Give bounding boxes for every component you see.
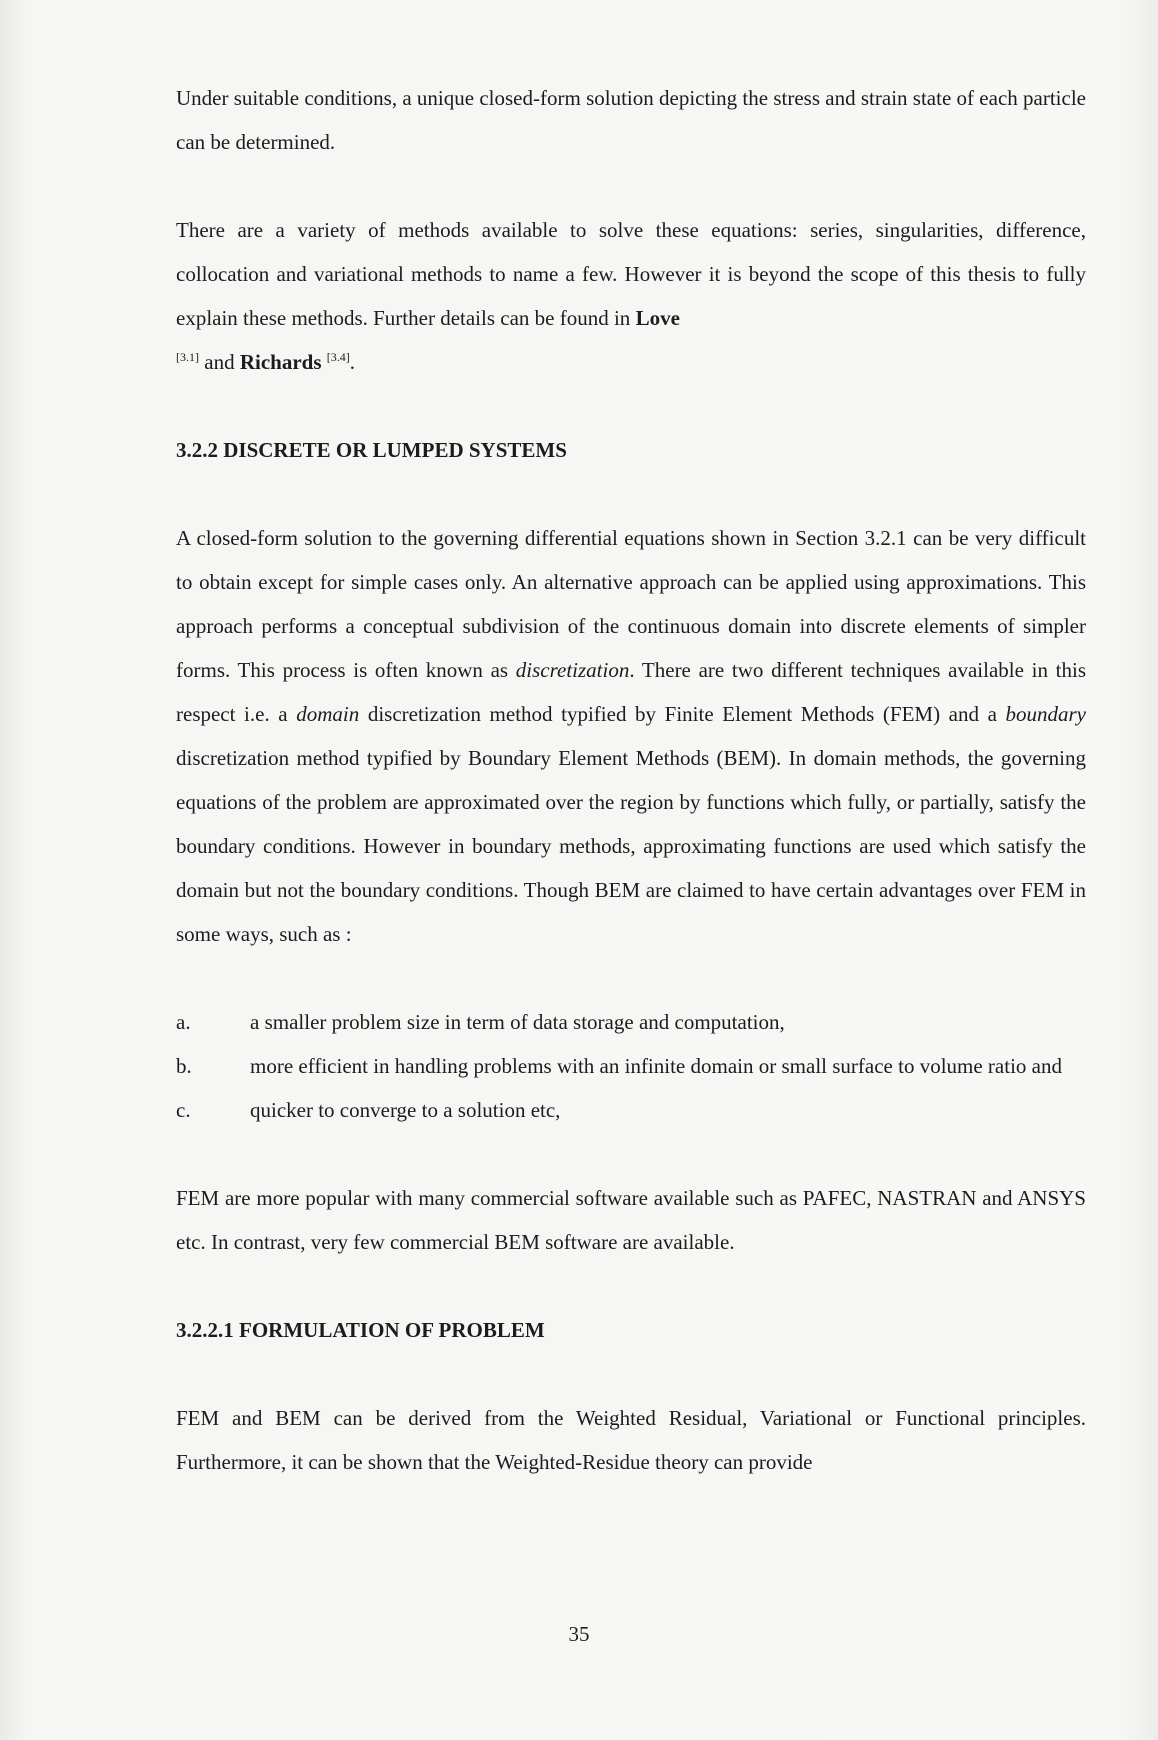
methods-end: . [349, 350, 356, 374]
section-heading-discrete: 3.2.2 DISCRETE OR LUMPED SYSTEMS [176, 438, 567, 462]
term-discretization: discretization [515, 658, 630, 682]
reference-richards: Richards [239, 350, 322, 374]
paragraph-fem-popularity: FEM are more popular with many commercial software available such as PAFEC, NASTRAN and ANSYS etc. In contrast, very few commercial BEM software are available. [176, 1186, 1086, 1254]
and-text: and [199, 350, 240, 374]
list-item [176, 1000, 1086, 1044]
reference-richards-citation: [3.4] [326, 350, 350, 364]
term-domain: domain [296, 702, 360, 726]
reference-love-citation: [3.1] [176, 350, 199, 364]
discretization-text-4: discretization method typified by Boundary Element Methods (BEM). In domain methods, the governing equations of the problem are approximated over the region by functions which fully, or partially, satisfy the boundary conditions. However in boundary methods, approximating functions are used which satisfy the domain but not the boundary conditions. Though BEM are claimed to have certain advantages over FEM in some ways, such as : [176, 746, 1086, 946]
advantages-list [176, 1000, 1086, 1132]
term-boundary: boundary [1005, 702, 1086, 726]
list-item [176, 1044, 1086, 1088]
methods-text: There are a variety of methods available to solve these equations: series, singularities, difference, collocation and variational methods to name a few. However it is beyond the scope of this thesis to fully explain these methods. Further details can be found in [176, 218, 1086, 330]
list-item [176, 1088, 1086, 1132]
list-item-text: a smaller problem size in term of data storage and computation, [250, 1010, 785, 1034]
list-marker: c. [176, 1098, 191, 1122]
paragraph-weighted-residual: FEM and BEM can be derived from the Weighted Residual, Variational or Functional principles. Furthermore, it can be shown that the Weighted-Residue theory can provide [176, 1406, 1086, 1474]
list-item-text: more efficient in handling problems with an infinite domain or small surface to volume ratio and [250, 1054, 1062, 1078]
list-item-text: quicker to converge to a solution etc, [250, 1098, 561, 1122]
discretization-text-2: . There are two different techniques available in this respect i.e. a [176, 658, 1086, 726]
page-body [176, 76, 1086, 1484]
discretization-text-1: A closed-form solution to the governing differential equations shown in Section 3.2.1 can be very difficult to obtain except for simple cases only. An alternative approach can be applied using approximations. This approach performs a conceptual subdivision of the continuous domain into discrete elements of simpler forms. This process is often known as [176, 526, 1086, 682]
paragraph-discretization [176, 516, 1086, 956]
list-marker: a. [176, 1010, 191, 1034]
reference-love: Love [635, 306, 680, 330]
discretization-text-3: discretization method typified by Finite Element Methods (FEM) and a [359, 702, 1006, 726]
paragraph-methods [176, 208, 1086, 384]
page-number: 35 [568, 1622, 590, 1646]
section-heading-formulation: 3.2.2.1 FORMULATION OF PROBLEM [176, 1318, 545, 1342]
list-marker: b. [176, 1054, 192, 1078]
paragraph-closed-form: Under suitable conditions, a unique closed-form solution depicting the stress and strain state of each particle can be determined. [176, 86, 1086, 154]
